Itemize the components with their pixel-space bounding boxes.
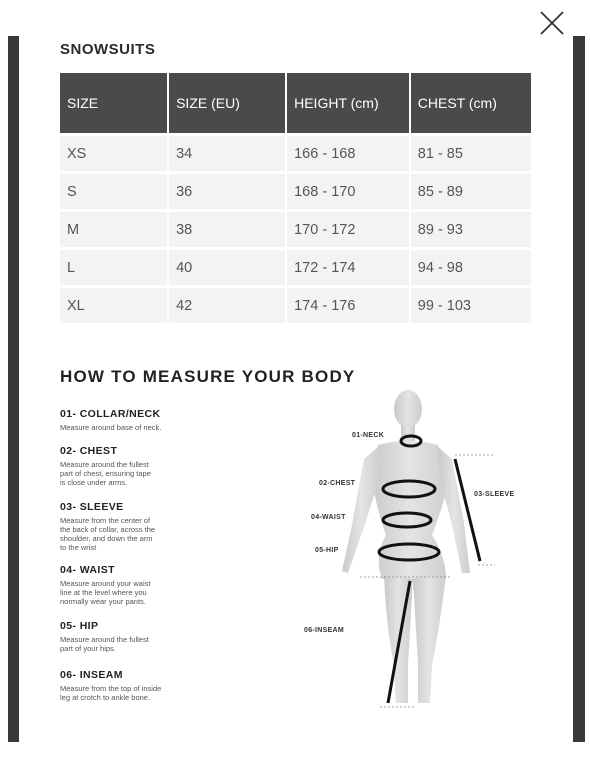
column-header: SIZE (EU) (169, 73, 285, 133)
figure-label-hip: 05-HIP (315, 547, 339, 554)
table-cell: 42 (169, 288, 285, 323)
table-cell: M (60, 212, 167, 247)
desc-line: Measure around the fullest (60, 635, 149, 644)
desc-line: Measure around your waist (60, 579, 151, 588)
desc-line: Measure around the fullest (60, 460, 149, 469)
measure-item-desc (60, 635, 210, 653)
modal-right-edge (573, 36, 585, 742)
desc-line: to the wrist (60, 543, 97, 552)
table-cell: 34 (169, 136, 285, 171)
table-cell: 36 (169, 174, 285, 209)
measure-item-title: 02- CHEST (60, 445, 118, 457)
measure-item-desc (60, 423, 210, 432)
table-cell: 166 - 168 (287, 136, 409, 171)
close-button[interactable] (539, 10, 565, 36)
desc-line: Measure around base of neck. (60, 423, 162, 432)
size-table-container[interactable] (60, 73, 533, 330)
desc-line: Measure from the top of inside (60, 684, 162, 693)
table-cell: XL (60, 288, 167, 323)
measure-item-sleeve (60, 501, 210, 552)
measure-item-title: 01- COLLAR/NECK (60, 408, 161, 420)
measure-item-desc (60, 684, 210, 702)
table-header-row (60, 73, 531, 133)
measure-item-waist (60, 564, 210, 606)
desc-line: part of your hips. (60, 644, 116, 653)
modal-left-edge (8, 36, 19, 742)
table-cell: 168 - 170 (287, 174, 409, 209)
measure-heading: HOW TO MEASURE YOUR BODY (60, 367, 356, 386)
desc-line: is close under arms. (60, 478, 128, 487)
figure-label-sleeve: 03-SLEEVE (474, 491, 515, 498)
table-cell: 172 - 174 (287, 250, 409, 285)
measure-item-neck (60, 408, 210, 432)
size-table (60, 73, 533, 326)
desc-line: leg at crotch to ankle bone. (60, 693, 151, 702)
table-row (60, 212, 531, 247)
table-cell: 85 - 89 (411, 174, 531, 209)
desc-line: part of chest, ensuring tape (60, 469, 151, 478)
desc-line: line at the level where you (60, 588, 147, 597)
table-cell: S (60, 174, 167, 209)
figure-label-chest: 02-CHEST (319, 480, 356, 487)
table-row (60, 136, 531, 171)
table-row (60, 174, 531, 209)
desc-line: Measure from the center of (60, 516, 151, 525)
table-cell: 38 (169, 212, 285, 247)
measure-item-desc (60, 516, 210, 552)
table-cell: 94 - 98 (411, 250, 531, 285)
close-icon (539, 10, 565, 36)
figure-label-neck: 01-NECK (352, 432, 385, 439)
body-measurement-figure (290, 385, 515, 715)
table-row (60, 288, 531, 323)
table-cell: L (60, 250, 167, 285)
measure-item-hip (60, 620, 210, 653)
table-cell: 174 - 176 (287, 288, 409, 323)
table-cell: 170 - 172 (287, 212, 409, 247)
table-row (60, 250, 531, 285)
table-cell: 81 - 85 (411, 136, 531, 171)
figure-label-waist: 04-WAIST (311, 514, 346, 521)
desc-line: normally wear your pants. (60, 597, 146, 606)
table-cell: 99 - 103 (411, 288, 531, 323)
measure-item-desc (60, 460, 210, 487)
section-title: SNOWSUITS (60, 41, 156, 58)
desc-line: the back of collar, across the (60, 525, 156, 534)
column-header: CHEST (cm) (411, 73, 531, 133)
desc-line: shoulder, and down the arm (60, 534, 153, 543)
measure-item-desc (60, 579, 210, 606)
measure-item-title: 05- HIP (60, 620, 99, 632)
column-header: HEIGHT (cm) (287, 73, 409, 133)
table-cell: 40 (169, 250, 285, 285)
column-header: SIZE (60, 73, 167, 133)
measure-item-title: 04- WAIST (60, 564, 115, 576)
measure-item-title: 06- INSEAM (60, 669, 123, 681)
measure-item-title: 03- SLEEVE (60, 501, 124, 513)
table-cell: XS (60, 136, 167, 171)
figure-label-inseam: 06-INSEAM (304, 627, 345, 634)
measure-item-inseam (60, 669, 210, 702)
table-cell: 89 - 93 (411, 212, 531, 247)
measure-item-chest (60, 445, 210, 487)
